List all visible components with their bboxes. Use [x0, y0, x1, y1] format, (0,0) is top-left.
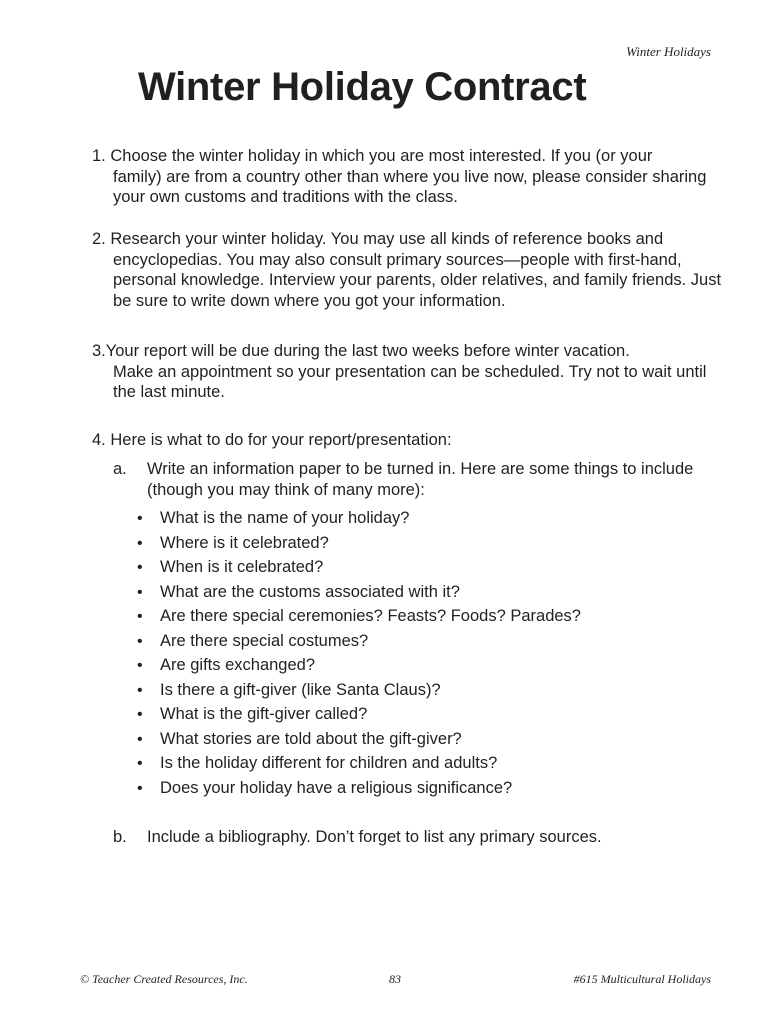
bullet-icon: • — [137, 779, 143, 797]
list-item — [137, 727, 581, 752]
question-list — [137, 506, 581, 800]
page-number: 83 — [389, 972, 401, 986]
item-number: 2. — [92, 230, 106, 248]
sub-item-a — [113, 459, 713, 500]
running-head: Winter Holidays — [626, 44, 711, 59]
page-title: Winter Holiday Contract — [138, 65, 587, 109]
list-item — [137, 506, 581, 531]
list-item — [137, 604, 581, 629]
footer-book-title: #615 Multicultural Holidays — [573, 972, 711, 986]
instruction-item-4 — [92, 430, 732, 451]
item-first-line: Research your winter holiday. You may use all kinds of reference books and — [110, 230, 664, 248]
list-item — [137, 702, 581, 727]
list-item — [137, 555, 581, 580]
list-item — [137, 580, 581, 605]
list-item-text: What stories are told about the gift-giver? — [160, 729, 462, 748]
bullet-icon: • — [137, 632, 143, 650]
item-continuation: encyclopedias. You may also consult primary sources—people with first-hand, personal knowledge. Interview your parents, older relatives, and family friends. Just be sure to write down where you got your information. — [113, 250, 722, 310]
sub-item-letter: b. — [113, 828, 127, 846]
item-number: 4. — [92, 431, 106, 449]
instruction-item-1 — [92, 146, 732, 208]
bullet-icon: • — [137, 559, 143, 576]
list-item-text: Are gifts exchanged? — [160, 656, 316, 674]
item-number: 1. — [92, 147, 106, 165]
list-item — [137, 629, 581, 654]
item-number: 3. — [92, 342, 106, 360]
list-item — [137, 678, 581, 703]
sub-item-text: Include a bibliography. Don’t forget to list any primary sources. — [147, 828, 602, 846]
list-item-text: Are there special costumes? — [160, 631, 369, 650]
list-item — [137, 776, 581, 801]
item-first-line: Choose the winter holiday in which you are most interested. If you (or your — [110, 147, 653, 165]
list-item-text: Where is it celebrated? — [160, 533, 329, 552]
footer-copyright: © Teacher Created Resources, Inc. — [80, 972, 248, 986]
list-item-text: Is there a gift-giver (like Santa Claus)? — [160, 680, 441, 699]
list-item — [137, 531, 581, 556]
list-item-text: What is the name of your holiday? — [160, 509, 410, 527]
instruction-item-2 — [92, 229, 732, 311]
sub-item-text: Write an information paper to be turned in. Here are some things to include (though you may think of many more): — [147, 460, 694, 499]
item-continuation: Make an appointment so your presentation can be scheduled. Try not to wait until the last minute. — [113, 362, 707, 402]
bullet-icon: • — [137, 534, 143, 552]
sub-item-b — [113, 827, 713, 848]
list-item-text: What are the customs associated with it? — [160, 582, 460, 601]
bullet-icon: • — [137, 657, 143, 674]
sub-item-letter: a. — [113, 460, 127, 478]
bullet-icon: • — [137, 681, 143, 699]
bullet-icon: • — [137, 608, 143, 625]
list-item — [137, 653, 581, 678]
bullet-icon: • — [137, 706, 143, 723]
bullet-icon: • — [137, 730, 143, 748]
bullet-icon: • — [137, 755, 143, 772]
list-item-text: What is the gift-giver called? — [160, 705, 368, 723]
bullet-icon: • — [137, 510, 143, 527]
list-item-text: When is it celebrated? — [160, 558, 324, 576]
item-first-line: Your report will be due during the last two weeks before winter vacation. — [105, 342, 630, 360]
list-item — [137, 751, 581, 776]
instruction-item-3 — [92, 341, 732, 403]
list-item-text: Is the holiday different for children and adults? — [160, 754, 498, 772]
list-item-text: Are there special ceremonies? Feasts? Foods? Parades? — [160, 607, 581, 625]
bullet-icon: • — [137, 583, 143, 601]
item-continuation: family) are from a country other than where you live now, please consider sharing your own customs and traditions with the class. — [113, 167, 707, 207]
list-item-text: Does your holiday have a religious significance? — [160, 778, 513, 797]
item-first-line: Here is what to do for your report/presentation: — [110, 431, 452, 449]
